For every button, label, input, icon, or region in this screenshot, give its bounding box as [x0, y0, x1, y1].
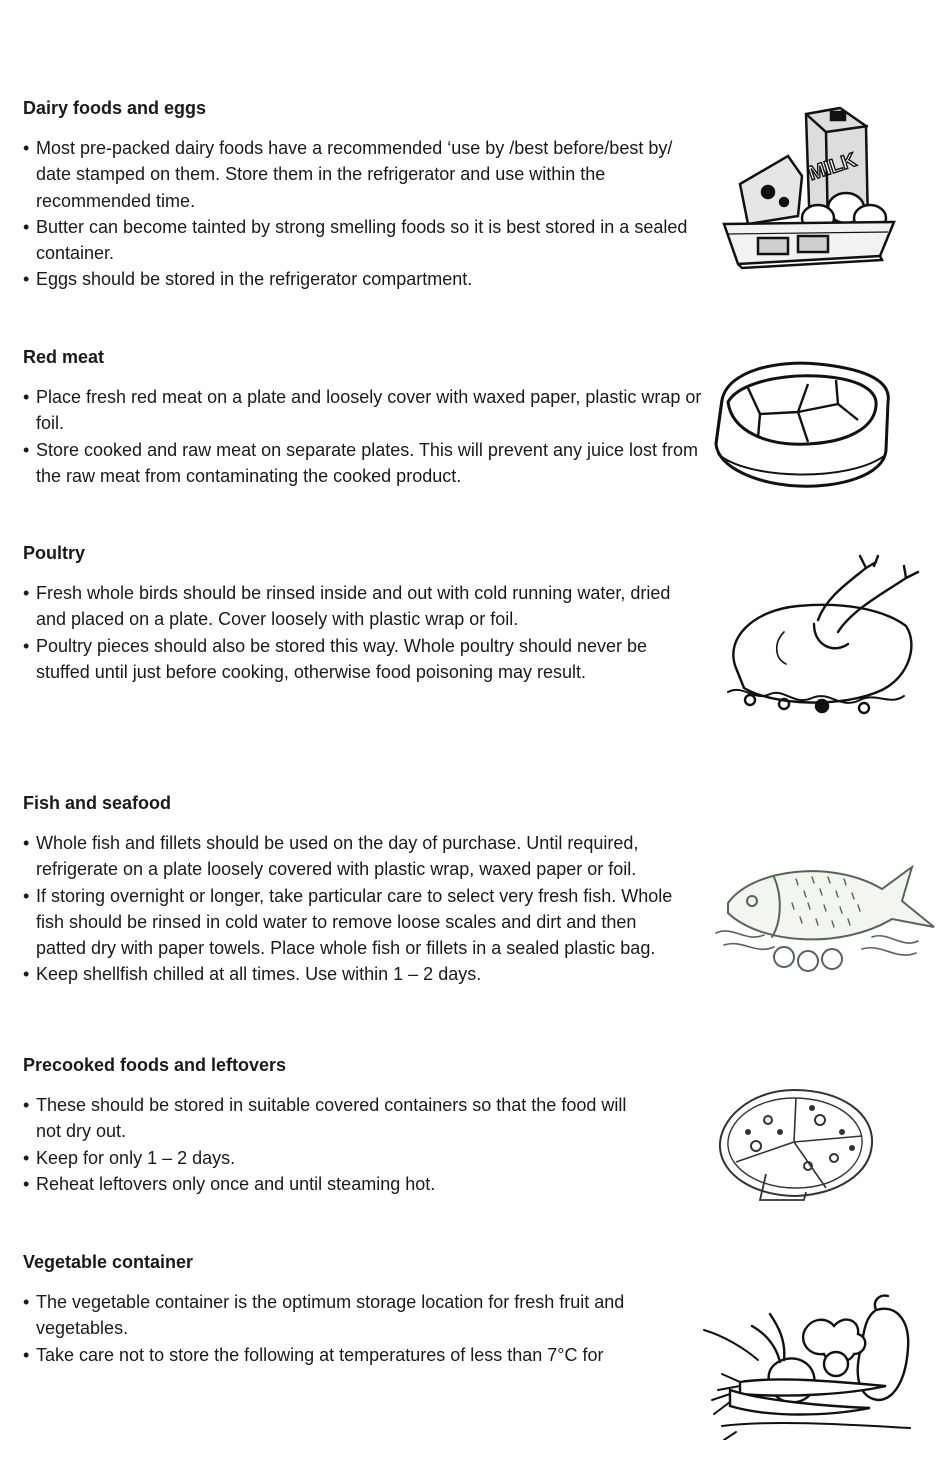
list-item: • Butter can become tainted by strong smelling foods so it is best stored in a sealed container. — [23, 214, 703, 267]
list-item: • Keep shellfish chilled at all times. Use within 1 – 2 days. — [23, 961, 703, 987]
section-vegetable-container — [23, 1251, 703, 1368]
bullet-list — [23, 830, 703, 988]
section-heading: Red meat — [23, 347, 105, 367]
section-heading: Poultry — [23, 543, 86, 563]
bullet-list — [23, 580, 703, 685]
section-heading: Precooked foods and leftovers — [23, 1055, 287, 1075]
section-heading: Dairy foods and eggs — [23, 98, 207, 118]
list-item: • Fresh whole birds should be rinsed inside and out with cold running water, dried and placed on a plate. Cover loosely with plastic wrap or foil. — [23, 580, 703, 633]
section-red-meat — [23, 346, 703, 489]
list-item: • If storing overnight or longer, take particular care to select very fresh fish. Whole fish should be rinsed in cold water to remove loose scales and dirt and then patted dry with paper towels. Place whole fish or fillets in a sealed plastic bag. — [23, 883, 703, 962]
list-item: • Keep for only 1 – 2 days. — [23, 1145, 651, 1171]
list-item: • Place fresh red meat on a plate and loosely cover with waxed paper, plastic wrap or foil. — [23, 384, 703, 437]
milk-label: MILK — [805, 149, 860, 186]
section-precooked-foods-and-leftovers — [23, 1054, 703, 1197]
list-item: • Whole fish and fillets should be used on the day of purchase. Until required, refrigerate on a plate loosely covered with plastic wrap, waxed paper or foil. — [23, 830, 703, 883]
pizza-illustration — [716, 1084, 876, 1206]
list-item: • Most pre-packed dairy foods have a recommended ‘use by /best before/best by/ date stamped on them. Store them in the refrigerator and use within the recommended time. — [23, 135, 703, 214]
fish-illustration — [712, 845, 942, 975]
list-item: • These should be stored in suitable covered containers so that the food will not dry out. — [23, 1092, 651, 1145]
list-item: • The vegetable container is the optimum storage location for fresh fruit and vegetables. — [23, 1289, 703, 1342]
list-item: • Store cooked and raw meat on separate plates. This will prevent any juice lost from the raw meat from contaminating the cooked product. — [23, 437, 703, 490]
section-heading: Vegetable container — [23, 1252, 194, 1272]
list-item: • Take care not to store the following at temperatures of less than 7°C for — [23, 1342, 703, 1368]
list-item: • Reheat leftovers only once and until steaming hot. — [23, 1171, 651, 1197]
steak-illustration — [708, 358, 898, 493]
section-fish-and-seafood — [23, 792, 703, 988]
section-poultry — [23, 542, 703, 685]
section-dairy-foods-and-eggs — [23, 97, 703, 293]
list-item: • Poultry pieces should also be stored this way. Whole poultry should never be stuffed until just before cooking, otherwise food poisoning may result. — [23, 633, 703, 686]
dairy-eggs-milk-illustration — [718, 106, 898, 271]
bullet-list — [23, 1092, 651, 1197]
bullet-list — [23, 384, 703, 489]
section-heading: Fish and seafood — [23, 793, 172, 813]
roast-chicken-illustration — [714, 548, 924, 720]
bullet-list — [23, 135, 703, 293]
bullet-list — [23, 1289, 703, 1368]
list-item: • Eggs should be stored in the refrigerator compartment. — [23, 266, 703, 292]
vegetables-illustration — [700, 1290, 932, 1440]
